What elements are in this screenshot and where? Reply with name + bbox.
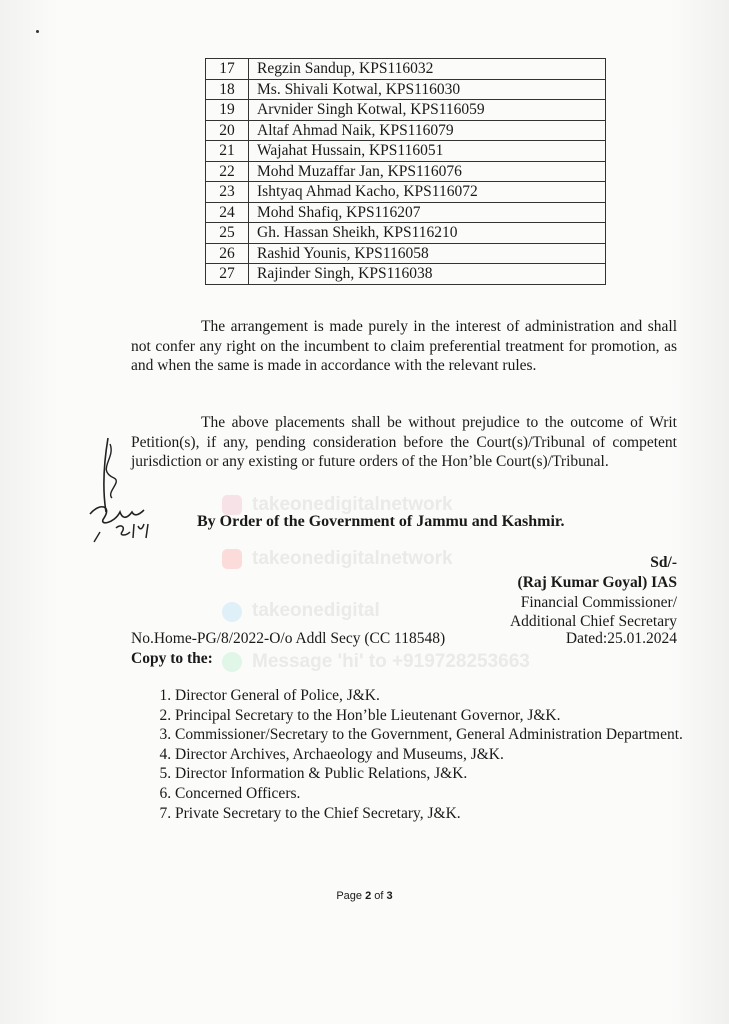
copy-to-list	[131, 686, 721, 823]
officer-name-cell: Arvnider Singh Kotwal, KPS116059	[249, 100, 606, 121]
serial-number-cell: 23	[206, 182, 249, 203]
officer-name-cell: Gh. Hassan Sheikh, KPS116210	[249, 223, 606, 244]
copy-to-heading: Copy to the:	[131, 650, 213, 667]
table-row	[206, 223, 606, 244]
officer-name-cell: Altaf Ahmad Naik, KPS116079	[249, 120, 606, 141]
watermark-text: takeonedigitalnetwork	[252, 494, 453, 515]
serial-number-cell: 19	[206, 100, 249, 121]
list-item: 4. Director Archives, Archaeology and Museums, J&K.	[175, 745, 721, 765]
list-item: 2. Principal Secretary to the Hon’ble Lieutenant Governor, J&K.	[175, 706, 721, 726]
watermark-text: takeonedigital	[252, 600, 380, 621]
table-row	[206, 243, 606, 264]
signatory-title: Additional Chief Secretary	[509, 613, 677, 631]
officer-name-cell: Rajinder Singh, KPS116038	[249, 264, 606, 285]
table-row	[206, 100, 606, 121]
list-item: 1. Director General of Police, J&K.	[175, 686, 721, 706]
table-row	[206, 79, 606, 100]
sd-mark: Sd/-	[650, 554, 677, 571]
officer-name-cell: Rashid Younis, KPS116058	[249, 243, 606, 264]
signatory-name: (Raj Kumar Goyal) IAS	[517, 573, 677, 591]
table-row	[206, 120, 606, 141]
serial-number-cell: 27	[206, 264, 249, 285]
youtube-icon	[222, 549, 242, 569]
list-item: 7. Private Secretary to the Chief Secretary, J&K.	[175, 804, 721, 824]
watermark-text: Message 'hi' to +919728253663	[252, 651, 530, 672]
table-row	[206, 264, 606, 285]
serial-number-cell: 25	[206, 223, 249, 244]
paragraph-without-prejudice: The above placements shall be without prejudice to the outcome of Writ Petition(s), if any, pending consideration before the Court(s)/Tribunal of competent jurisdiction or any existing or future orders of the Hon’ble Court(s)/Tribunal.	[131, 414, 677, 471]
list-item: 5. Director Information & Public Relations, J&K.	[175, 764, 721, 784]
serial-number-cell: 18	[206, 79, 249, 100]
footer-total-pages: 3	[386, 890, 393, 902]
list-item: 6. Concerned Officers.	[175, 784, 721, 804]
list-item: 3. Commissioner/Secretary to the Government, General Administration Department.	[175, 725, 721, 745]
table-row	[206, 182, 606, 203]
table-row	[206, 202, 606, 223]
paragraph-administration: The arrangement is made purely in the interest of administration and shall not confer any right on the incumbent to claim preferential treatment for promotion, as and when the same is made in accordance with the relevant rules.	[131, 318, 677, 375]
reference-line	[131, 629, 677, 649]
serial-number-cell: 26	[206, 243, 249, 264]
table-row	[206, 141, 606, 162]
serial-number-cell: 17	[206, 59, 249, 80]
order-line: By Order of the Government of Jammu and Kashmir.	[197, 513, 565, 530]
whatsapp-icon	[222, 652, 242, 672]
signatory-title: Financial Commissioner/	[520, 593, 677, 611]
footer-middle: of	[371, 890, 387, 902]
watermark-text: takeonedigitalnetwork	[252, 548, 453, 569]
handwritten-initials	[86, 432, 166, 552]
page-footer	[0, 890, 729, 902]
officer-table-body	[206, 59, 606, 285]
table-row	[206, 161, 606, 182]
officer-name-cell: Wajahat Hussain, KPS116051	[249, 141, 606, 162]
officer-table	[205, 58, 606, 285]
footer-current-page: 2	[365, 890, 372, 902]
twitter-icon	[222, 602, 242, 622]
officer-name-cell: Mohd Muzaffar Jan, KPS116076	[249, 161, 606, 182]
signatory-block	[510, 553, 677, 632]
serial-number-cell: 24	[206, 202, 249, 223]
officer-name-cell: Mohd Shafiq, KPS116207	[249, 202, 606, 223]
scan-speck	[36, 30, 39, 33]
officer-name-cell: Regzin Sandup, KPS116032	[249, 59, 606, 80]
officer-name-cell: Ishtyaq Ahmad Kacho, KPS116072	[249, 182, 606, 203]
table-row	[206, 59, 606, 80]
reference-date: Dated:25.01.2024	[565, 630, 677, 647]
footer-prefix: Page	[336, 890, 366, 902]
reference-number: No.Home-PG/8/2022-O/o Addl Secy (CC 118548)	[131, 630, 446, 647]
instagram-icon	[222, 495, 242, 515]
serial-number-cell: 22	[206, 161, 249, 182]
officer-name-cell: Ms. Shivali Kotwal, KPS116030	[249, 79, 606, 100]
serial-number-cell: 20	[206, 120, 249, 141]
serial-number-cell: 21	[206, 141, 249, 162]
